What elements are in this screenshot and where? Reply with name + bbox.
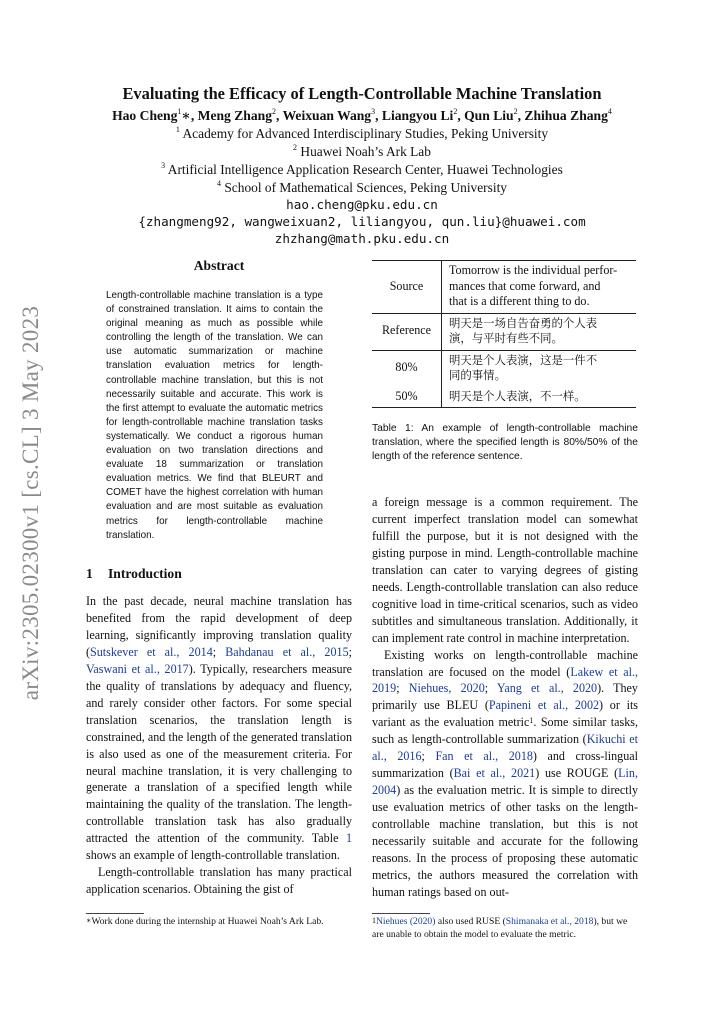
affiliation-4: $^4$ School of Mathematical Sciences, Peking University	[217, 179, 507, 195]
citation-link[interactable]: Bai et al., 2021	[453, 766, 536, 781]
left-column-body	[86, 593, 352, 898]
citation-link[interactable]: Fan et al., 2018	[435, 749, 533, 764]
arxiv-id: arXiv:2305.02300v1 [cs.CL] 3 May 2023	[18, 305, 43, 701]
footnote-rule-left	[86, 913, 144, 914]
footnote-right: $^1$Niehues (2020) also used RUSE (Shimanaka et al., 2018), but we are unable to obtain the model to evaluate the metric.	[372, 916, 628, 940]
body-paragraph: Length-controllable translation has many practical application scenarios. Obtaining the gist of	[86, 865, 352, 897]
email-2[interactable]: {zhangmeng92, wangweixuan2, liliangyou, qun.liu}@huawei.com	[138, 214, 586, 229]
table-row	[372, 261, 636, 314]
citation-link[interactable]: Shimanaka et al., 2018	[505, 916, 594, 927]
email-3[interactable]: zhzhang@math.pku.edu.cn	[274, 231, 450, 246]
footnote-marker[interactable]: 1	[529, 716, 534, 726]
footnote-marker: 1	[372, 916, 376, 925]
table-row-text: 明天是个人表演，不一样。	[442, 387, 637, 408]
citation-link[interactable]: Niehues (2020)	[376, 916, 436, 927]
arxiv-watermark	[14, 305, 48, 701]
body-paragraph: a foreign message is a common requirement. The current imperfect translation model can somewhat fulfill the purpose, but it is not designed with the gisting purpose in mind. Length-controllable machine translation can cater to varying degrees of gisting needs. Length-controllable translation can also reduce cognitive load in time-critical scenarios, such as video subtitles and simultaneous translation. Additionally, it can implement rate control in machine interpretation.	[372, 495, 638, 645]
section-title: Introduction	[108, 566, 182, 581]
footnote-rule-right	[372, 913, 430, 914]
author-note-mark: ∗	[181, 108, 191, 123]
table-row-text: Tomorrow is the individual perfor- mances that come forward, and that is a different thing to do.	[442, 261, 637, 314]
citation-link[interactable]: Yang et al., 2020	[496, 681, 598, 696]
author-affiliation-mark: 4	[607, 107, 612, 116]
body-paragraph: In the past decade, neural machine translation has benefited from the rapid development of deep learning, significantly improving translation quality (Sutskever et al., 2014; Bahdanau et al., 2015; Vaswani et al., 2017). Typically, researchers measure the quality of translations by adequacy and fluency, and rarely consider other factors. For some special translation scenarios, the translation length is constrained, and the length of the generated translation is also used as one of the measurement criteria. For neural machine translation, it is very challenging to generate a translation of a specified length while maintaining the quality of the translation. The length-controllable translation task has also gradually attracted the attention of the community. Table 1 shows an example of length-controllable translation.	[86, 594, 352, 863]
author-affiliation-mark: 2	[513, 107, 518, 116]
abstract-heading: Abstract	[193, 258, 245, 273]
email-1[interactable]: hao.cheng@pku.edu.cn	[286, 197, 438, 212]
table-1	[372, 260, 636, 408]
table-row	[372, 387, 636, 408]
author-name: Hao Cheng	[112, 108, 178, 123]
author-affiliation-mark: 2	[453, 107, 458, 116]
author-affiliation-mark: 2	[272, 107, 277, 116]
author-list: Hao Cheng$^1$∗, Meng Zhang$^2$, Weixuan Wang$^3$, Liangyou Li$^2$, Qun Liu$^2$, Zhihua Zhang$^4$	[112, 107, 612, 123]
author-affiliation-mark: 3	[371, 107, 376, 116]
table-row-text: 明天是个人表演，这是一件不 同的事情。	[442, 350, 637, 387]
footnote-left: ∗Work done during the internship at Huawei Noah’s Ark Lab.	[86, 916, 324, 927]
table-row-label: Reference	[372, 313, 442, 350]
table-row	[372, 350, 636, 387]
table-row-text: 明天是一场自告奋勇的个人表 演，与平时有些不同。	[442, 313, 637, 350]
citation-link[interactable]: Kikuchi et al., 2016	[372, 732, 639, 764]
abstract-text: Length-controllable machine translation is a type of constrained translation. It aims to contain the original meaning as much as possible while controlling the length of the translation. We can use automatic summarization or machine translation evaluation metrics for length-controllable machine translation, but this is not necessarily suitable and accurate. This work is the first attempt to evaluate the automatic metrics for length-controllable machine translation tasks systematically. We conduct a rigorous human evaluation on two translation directions and evaluate 18 summarization or translation evaluation metrics. We find that BLEURT and COMET have the highest correlation with human evaluation and are most suitable as evaluation metrics for length-controllable machine translation.	[106, 290, 323, 541]
table-row-label: 80%	[372, 350, 442, 387]
table-row-label: Source	[372, 261, 442, 314]
citation-link[interactable]: Lin, 2004	[372, 766, 638, 798]
body-paragraph: Existing works on length-controllable machine translation are focused on the model (Lakew et al., 2019; Niehues, 2020; Yang et al., 2020). They primarily use BLEU (Papineni et al., 2002) or its variant as the evaluation metric$^1$. Some similar tasks, such as length-controllable summarization (Kikuchi et al., 2016; Fan et al., 2018) and cross-lingual summarization (Bai et al., 2021) use ROUGE (Lin, 2004) as the evaluation metric. It is simple to directly use evaluation metrics of other tasks on the length-controllable machine translation, but this is not necessarily suitable and accurate for the following reasons. In the process of proposing these automatic metrics, the authors measured the correlation with human ratings based on out-	[372, 647, 639, 899]
right-column-body	[372, 494, 638, 901]
citation-link[interactable]: Bahdanau et al., 2015	[225, 644, 349, 659]
citation-link[interactable]: Sutskever et al., 2014	[90, 644, 213, 659]
section-number: 1	[86, 566, 93, 581]
affiliation-1: $^1$ Academy for Advanced Interdisciplinary Studies, Peking University	[175, 125, 549, 141]
author-name: Meng Zhang	[197, 108, 273, 123]
author-affiliation-mark: 1	[177, 107, 182, 116]
affiliation-3: $^3$ Artificial Intelligence Application Research Center, Huawei Technologies	[161, 161, 563, 177]
table-row-label: 50%	[372, 387, 442, 408]
table-row	[372, 313, 636, 350]
author-name: Weixuan Wang	[282, 108, 372, 123]
section-heading-introduction	[86, 566, 182, 582]
citation-link[interactable]: Vaswani et al., 2017	[86, 661, 189, 676]
table-1-caption: Table 1: An example of length-controllable machine translation, where the specified length is 80%/50% of the length of the reference sentence.	[372, 423, 638, 462]
citation-link[interactable]: Papineni et al., 2002	[488, 698, 600, 713]
citation-link[interactable]: Lakew et al., 2019	[372, 664, 638, 696]
author-name: Liangyou Li	[381, 108, 454, 123]
author-name: Qun Liu	[464, 108, 514, 123]
paper-title: Evaluating the Efficacy of Length-Controllable Machine Translation	[122, 84, 602, 103]
citation-link[interactable]: 1	[345, 831, 352, 846]
author-name: Zhihua Zhang	[524, 108, 608, 123]
citation-link[interactable]: Niehues, 2020	[408, 681, 485, 696]
affiliation-2: $^2$ Huawei Noah’s Ark Lab	[293, 143, 431, 159]
